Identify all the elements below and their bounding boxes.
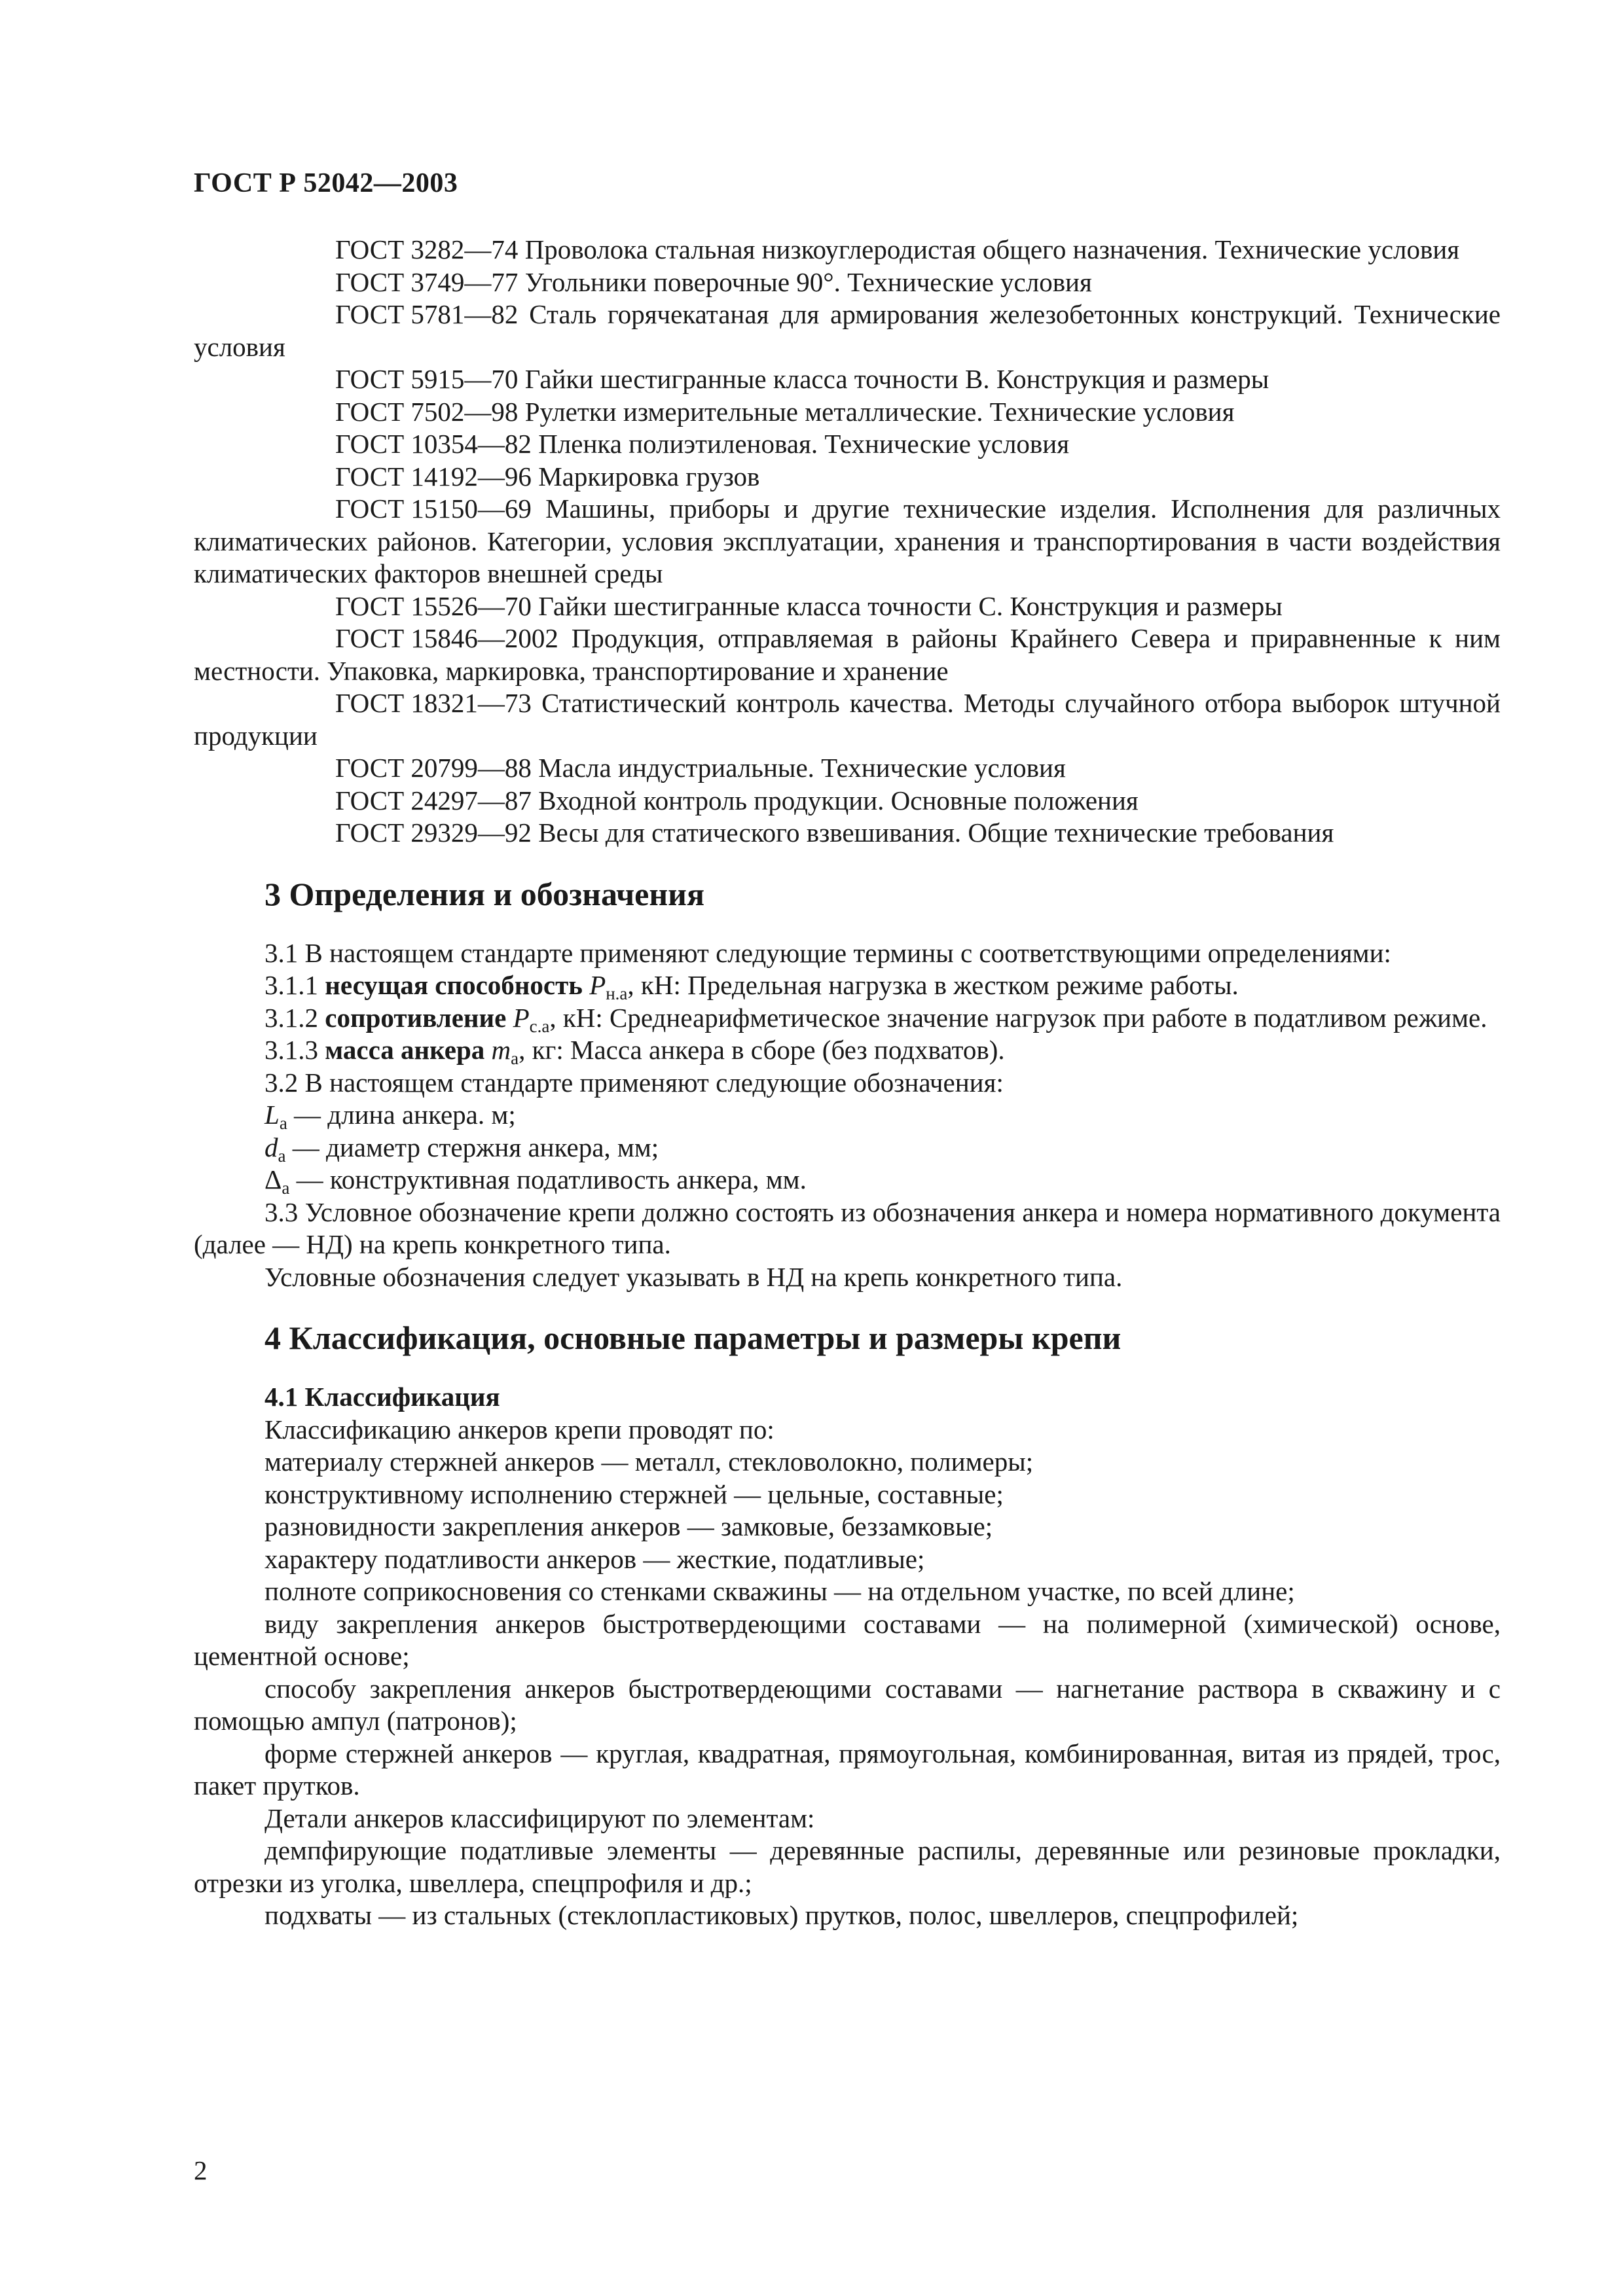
reference-item: ГОСТ 20799—88 Масла индустриальные. Технические условия <box>335 753 1066 783</box>
classification-paragraph: форме стержней анкеров — круглая, квадратная, прямоугольная, комбинированная, витая из прядей, трос, пакет прутков. <box>194 1738 1501 1801</box>
classification-paragraph: способу закрепления анкеров быстротвердеющими составами — нагнетание раствора в скважину и с помощью ампул (патронов); <box>194 1673 1501 1736</box>
clause-3-1: 3.1 В настоящем стандарте применяют следующие термины с соответствующими определениями: <box>264 937 1391 968</box>
reference-item: ГОСТ 18321—73 Статистический контроль качества. Методы случайного отбора выборок штучной продукции <box>194 688 1501 751</box>
reference-item: ГОСТ 24297—87 Входной контроль продукции. Основные положения <box>335 785 1139 816</box>
term-3-1-3: 3.1.3 масса анкера $m_а$, кг: Масса анкера в сборе (без подхватов). <box>264 1035 1005 1068</box>
term-3-1-1: 3.1.1 несущая способность $P_{н.а}$, кН: Предельная нагрузка в жестком режиме работы. <box>264 970 1239 1003</box>
clause-3-3-note: Условные обозначения следует указывать в НД на крепь конкретного типа. <box>264 1261 1123 1292</box>
classification-paragraph: полноте соприкосновения со стенками скважины — на отдельном участке, по всей длине; <box>264 1576 1295 1606</box>
notation-diameter: $d_а$ — диаметр стержня анкера, мм; <box>264 1132 659 1166</box>
page-number: 2 <box>194 2155 208 2185</box>
document-body <box>194 234 1501 1932</box>
references-list <box>194 234 1501 850</box>
reference-item: ГОСТ 15846—2002 Продукция, отправляемая в районы Крайнего Севера и приравненные к ним местности. Упаковка, маркировка, транспортирование и хранение <box>194 623 1501 686</box>
notation-length: $L_а$ — длина анкера. м; <box>264 1100 516 1133</box>
reference-item: ГОСТ 5915—70 Гайки шестигранные класса точности В. Конструкция и размеры <box>335 364 1269 394</box>
classification-paragraph: материалу стержней анкеров — металл, стекловолокно, полимеры; <box>264 1446 1034 1477</box>
reference-item: ГОСТ 14192—96 Маркировка грузов <box>335 461 760 492</box>
reference-item: ГОСТ 15150—69 Машины, приборы и другие технические изделия. Исполнения для различных климатических районов. Категории, условия эксплуатации, хранения и транспортирования в части воздействия климатических факторов внешней среды <box>194 493 1501 588</box>
term-3-1-2: 3.1.2 сопротивление $P_{с.а}$, кН: Среднеарифметическое значение нагрузок при работе в податливом режиме. <box>264 1002 1487 1036</box>
subsection-4-1-heading: 4.1 Классификация <box>264 1382 500 1412</box>
reference-item: ГОСТ 15526—70 Гайки шестигранные класса точности С. Конструкция и размеры <box>335 590 1283 621</box>
clause-3-2: 3.2 В настоящем стандарте применяют следующие обозначения: <box>264 1067 1004 1098</box>
reference-item: ГОСТ 5781—82 Сталь горячекатаная для армирования железобетонных конструкций. Технические условия <box>194 299 1501 362</box>
section-3-heading: 3 Определения и обозначения <box>264 875 705 912</box>
classification-paragraph: подхваты — из стальных (стеклопластиковых) прутков, полос, швеллеров, спецпрофилей; <box>264 1900 1299 1930</box>
section-4-heading: 4 Классификация, основные параметры и размеры крепи <box>264 1319 1122 1356</box>
reference-item: ГОСТ 3282—74 Проволока стальная низкоуглеродистая общего назначения. Технические условия <box>335 234 1460 264</box>
classification-paragraph: Детали анкеров классифицируют по элементам: <box>264 1803 815 1833</box>
reference-item: ГОСТ 3749—77 Угольники поверочные 90°. Технические условия <box>335 266 1092 297</box>
classification-paragraph: Классификацию анкеров крепи проводят по: <box>264 1414 775 1444</box>
classification-paragraph: демпфирующие податливые элементы — деревянные распилы, деревянные или резиновые прокладки, отрезки из уголка, швеллера, спецпрофиля и др.; <box>194 1835 1501 1898</box>
reference-item: ГОСТ 10354—82 Пленка полиэтиленовая. Технические условия <box>335 429 1070 459</box>
reference-item: ГОСТ 7502—98 Рулетки измерительные металлические. Технические условия <box>335 396 1235 427</box>
document-header: ГОСТ Р 52042—2003 <box>194 168 458 198</box>
reference-item: ГОСТ 29329—92 Весы для статического взвешивания. Общие технические требования <box>335 817 1334 848</box>
clause-3-3: 3.3 Условное обозначение крепи должно состоять из обозначения анкера и номера нормативного документа (далее — НД) на крепь конкретного типа. <box>194 1196 1501 1259</box>
classification-paragraph: конструктивному исполнению стержней — цельные, составные; <box>264 1479 1004 1509</box>
classification-paragraph: характеру податливости анкеров — жесткие, податливые; <box>264 1543 925 1574</box>
classification-paragraph: виду закрепления анкеров быстротвердеющими составами — на полимерной (химической) основе, цементной основе; <box>194 1608 1501 1671</box>
classification-paragraph: разновидности закрепления анкеров — замковые, беззамковые; <box>264 1511 993 1541</box>
notation-compliance: $\Delta_а$ — конструктивная податливость анкера, мм. <box>264 1164 807 1198</box>
